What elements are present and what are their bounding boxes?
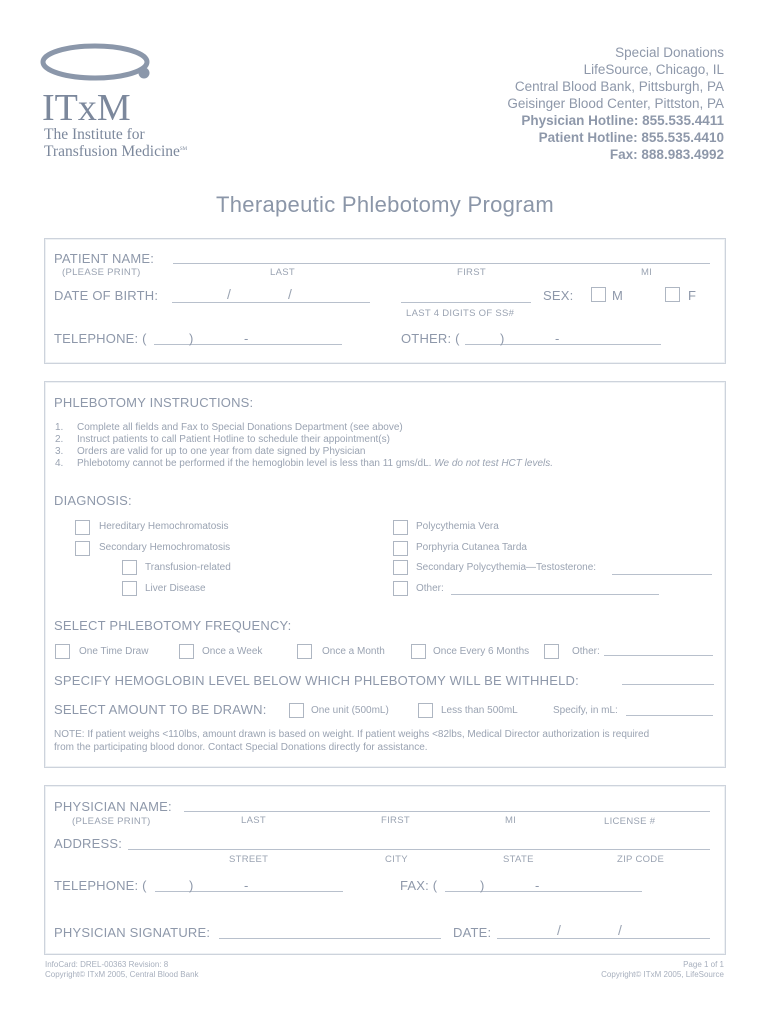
physician-date-label: DATE: [453,925,492,940]
footer-right-2: Copyright© ITxM 2005, LifeSource [601,970,724,979]
contact-loc2: Central Blood Bank, Pittsburgh, PA [514,79,724,94]
sex-label: SEX: [543,288,574,303]
physician-mi-caption: MI [505,815,517,826]
contact-dept: Special Donations [615,45,724,60]
physician-fax-paren: ) [480,878,485,893]
frequency-heading: SELECT PHLEBOTOMY FREQUENCY: [54,618,292,633]
amount-specify-label: Specify, in mL: [553,705,618,716]
freq-6-months-label: Once Every 6 Months [433,646,530,657]
physician-tel-dash: - [244,878,249,893]
ss-caption: LAST 4 DIGITS OF SS# [406,308,515,319]
patient-please-print: (PLEASE PRINT) [62,267,141,278]
freq-other-checkbox[interactable] [544,644,559,659]
patient-tel-paren: ) [189,331,194,346]
logo-line2-text: Transfusion Medicine [44,143,180,160]
amount-one-unit-checkbox[interactable] [289,703,304,718]
diagnosis-other-label: Other: [416,583,444,594]
secondary-poly-checkbox[interactable] [393,560,408,575]
diagnosis-heading: DIAGNOSIS: [54,493,132,508]
dob-label: DATE OF BIRTH: [54,288,159,303]
patient-first-caption: FIRST [457,267,486,278]
dob-field[interactable] [172,302,370,303]
contact-fax: Fax: 888.983.4992 [609,147,724,162]
physician-name-label: PHYSICIAN NAME: [54,799,172,814]
physician-license-caption: LICENSE # [604,816,656,827]
amount-less-label: Less than 500mL [441,705,518,716]
secondary-poly-label: Secondary Polycythemia—Testosterone: [416,562,597,573]
amount-less-checkbox[interactable] [418,703,433,718]
logo-line2 [44,143,187,161]
patient-telephone-label: TELEPHONE: ( [54,331,147,346]
patient-other-field[interactable] [465,344,661,345]
amount-note-line2: from the participating blood donor. Contact Special Donations directly for assistance. [54,742,428,753]
logo-tm: SM [179,146,188,152]
polycythemia-checkbox[interactable] [393,520,408,535]
freq-weekly-label: Once a Week [202,646,263,657]
instruction-num: 3. [55,446,64,457]
physician-last-caption: LAST [241,815,266,826]
hereditary-checkbox[interactable] [75,520,90,535]
physician-fax-label: FAX: ( [400,878,438,893]
physician-please-print: (PLEASE PRINT) [72,816,151,827]
dob-slash-2: / [288,286,292,302]
hemoglobin-heading: SPECIFY HEMOGLOBIN LEVEL BELOW WHICH PHLEBOTOMY WILL BE WITHHELD: [54,673,579,688]
physician-fax-field[interactable] [445,891,642,892]
polycythemia-label: Polycythemia Vera [416,521,499,532]
logo-brand: ITxM [42,87,131,129]
address-city-caption: CITY [385,854,408,865]
porphyria-checkbox[interactable] [393,541,408,556]
physician-name-field[interactable] [184,811,710,812]
instruction-num: 4. [55,458,64,469]
physician-telephone-label: TELEPHONE: ( [54,878,147,893]
sex-female-checkbox[interactable] [665,287,680,302]
freq-monthly-checkbox[interactable] [297,644,312,659]
transfusion-checkbox[interactable] [122,560,137,575]
instructions-heading: PHLEBOTOMY INSTRUCTIONS: [54,395,254,410]
contact-patient-hotline: Patient Hotline: 855.535.4410 [538,130,724,145]
physician-date-field[interactable] [497,938,710,939]
instruction-text [77,458,553,469]
liver-checkbox[interactable] [122,581,137,596]
patient-mi-caption: MI [641,267,653,278]
freq-6-months-checkbox[interactable] [411,644,426,659]
signature-field[interactable] [219,938,441,939]
instruction-num: 1. [55,422,64,433]
physician-fax-dash: - [535,878,540,893]
liver-label: Liver Disease [145,583,206,594]
sex-male-checkbox[interactable] [591,287,606,302]
secondary-hemo-label: Secondary Hemochromatosis [99,542,231,553]
porphyria-label: Porphyria Cutanea Tarda [416,542,527,553]
address-state-caption: STATE [503,854,534,865]
footer-left-1: InfoCard: DREL-00363 Revision: 8 [45,960,169,969]
amount-one-unit-label: One unit (500mL) [311,705,389,716]
freq-one-time-label: One Time Draw [79,646,149,657]
freq-monthly-label: Once a Month [322,646,385,657]
patient-tel-dash: - [244,331,249,346]
physician-first-caption: FIRST [381,815,410,826]
address-field[interactable] [128,849,710,850]
instruction-4-italic: We do not test HCT levels. [434,458,553,469]
page-title: Therapeutic Phlebotomy Program [216,192,554,217]
footer-left-2: Copyright© ITxM 2005, Central Blood Bank [45,970,199,979]
patient-name-label: PATIENT NAME: [54,251,155,266]
patient-last-caption: LAST [270,267,295,278]
contact-loc1: LifeSource, Chicago, IL [583,62,724,77]
sex-female-label: F [688,288,697,303]
secondary-poly-field[interactable] [612,574,712,575]
contact-physician-hotline: Physician Hotline: 855.535.4411 [521,113,724,128]
instruction-num: 2. [55,434,64,445]
secondary-hemo-checkbox[interactable] [75,541,90,556]
patient-other-paren: ) [500,331,505,346]
sex-male-label: M [612,288,624,303]
logo-swoosh-icon [40,42,160,84]
address-label: ADDRESS: [54,836,123,851]
transfusion-label: Transfusion-related [145,562,231,573]
ss-field[interactable] [401,302,531,303]
freq-one-time-checkbox[interactable] [55,644,70,659]
instruction-text: Orders are valid for up to one year from date signed by Physician [77,446,366,457]
diagnosis-other-checkbox[interactable] [393,581,408,596]
freq-weekly-checkbox[interactable] [179,644,194,659]
date-slash-1: / [557,922,561,938]
signature-label: PHYSICIAN SIGNATURE: [54,925,211,940]
date-slash-2: / [618,922,622,938]
amount-specify-field[interactable] [626,715,713,716]
instruction-text: Complete all fields and Fax to Special Donations Department (see above) [77,422,403,433]
diagnosis-other-field[interactable] [451,594,659,595]
dob-slash-1: / [227,286,231,302]
patient-other-label: OTHER: ( [401,331,460,346]
instruction-4-text: Phlebotomy cannot be performed if the hemoglobin level is less than 11 gms/dL. [77,458,432,469]
instruction-text: Instruct patients to call Patient Hotline to schedule their appointment(s) [77,434,390,445]
address-zip-caption: ZIP CODE [617,854,665,865]
patient-other-dash: - [555,331,560,346]
footer-right-1: Page 1 of 1 [683,960,724,969]
physician-tel-paren: ) [189,878,194,893]
logo-line1: The Institute for [44,126,145,143]
freq-other-field[interactable] [604,655,713,656]
amount-heading: SELECT AMOUNT TO BE DRAWN: [54,702,267,717]
contact-loc3: Geisinger Blood Center, Pittston, PA [507,96,724,111]
amount-note-line1: NOTE: If patient weighs <110lbs, amount drawn is based on weight. If patient weighs <82lbs, Medical Director authorization is required [54,729,650,740]
hereditary-label: Hereditary Hemochromatosis [99,521,229,532]
hemoglobin-field[interactable] [622,684,714,685]
address-street-caption: STREET [229,854,269,865]
patient-name-field[interactable] [173,263,710,264]
freq-other-label: Other: [572,646,600,657]
physician-telephone-field[interactable] [155,891,343,892]
